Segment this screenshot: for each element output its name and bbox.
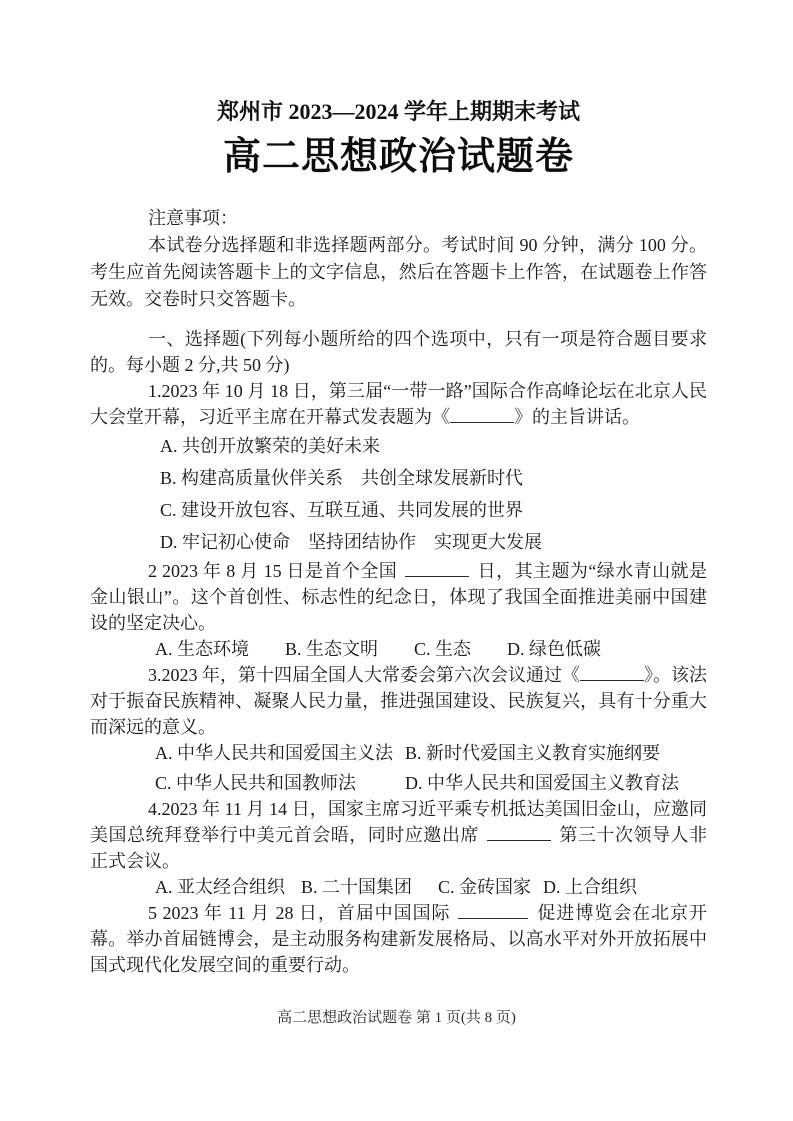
question-1 bbox=[90, 378, 707, 558]
question-2-options bbox=[90, 636, 707, 662]
question-2-option-d: D. 绿色低碳 bbox=[507, 639, 602, 659]
question-3 bbox=[90, 662, 707, 796]
question-1-stem-post: 》的主旨讲话。 bbox=[514, 407, 640, 427]
question-2-option-c: C. 生态 bbox=[414, 639, 472, 659]
question-1-option-d: D. 牢记初心使命 坚持团结协作 实现更大发展 bbox=[160, 532, 542, 552]
question-1-stem-pre: 1.2023 年 10 月 18 日，第三届“一带一路”国际合作高峰论坛在北京人民大会堂开幕，习近平主席在开幕式发表题为《 bbox=[90, 381, 707, 427]
notice-heading: 注意事项： bbox=[148, 208, 238, 228]
question-1-fill-in-blank bbox=[450, 407, 514, 423]
question-1-options bbox=[90, 430, 707, 558]
question-3-option-a: A. 中华人民共和国爱国主义法 bbox=[155, 743, 393, 763]
multiple-choice-section bbox=[90, 326, 707, 978]
question-2-stem-pre: 2 2023 年 8 月 15 日是首个全国 bbox=[148, 561, 398, 581]
question-5-stem bbox=[90, 900, 707, 978]
question-5-stem-post: 促进博览会在北京开幕。举办首届链博会，是主动服务构建新发展格局、以高水平对外开放拓展中国式现代化发展空间的重要行动。 bbox=[90, 903, 707, 975]
question-1-option-b: B. 构建高质量伙伴关系 共创全球发展新时代 bbox=[160, 468, 524, 488]
question-5-stem-pre: 5 2023 年 11 月 28 日，首届中国国际 bbox=[148, 903, 451, 923]
question-4 bbox=[90, 796, 707, 900]
question-2-fill-in-blank bbox=[405, 561, 469, 577]
question-3-options bbox=[90, 740, 707, 796]
question-4-option-b: B. 二十国集团 bbox=[301, 877, 413, 897]
page-footer bbox=[0, 1008, 793, 1028]
question-2-option-a: A. 生态环境 bbox=[155, 639, 249, 659]
notice-section bbox=[90, 205, 707, 313]
question-4-stem-post: 第三十次领导人非正式会议。 bbox=[90, 825, 708, 871]
question-4-options bbox=[90, 874, 707, 900]
question-1-option-c: C. 建设开放包容、互联互通、共同发展的世界 bbox=[160, 500, 524, 520]
question-4-stem-pre: 4.2023 年 11 月 14 日，国家主席习近平乘专机抵达美国旧金山，应邀同美国总统拜登举行中美元首会晤，同时应邀出席 bbox=[90, 799, 707, 845]
notice-body: 本试卷分选择题和非选择题两部分。考试时间 90 分钟，满分 100 分。考生应首先阅读答题卡上的文字信息，然后在答题卡上作答，在试题卷上作答无效。交卷时只交答题卡。 bbox=[90, 235, 707, 309]
question-2-option-b: B. 生态文明 bbox=[285, 639, 379, 659]
question-4-option-a: A. 亚太经合组织 bbox=[155, 877, 285, 897]
question-4-option-d: D. 上合组织 bbox=[543, 877, 638, 897]
question-3-stem-post: 》。该法对于振奋民族精神、凝聚人民力量，推进强国建设、民族复兴，具有十分重大而深远的意义。 bbox=[90, 665, 707, 737]
question-2-stem bbox=[90, 558, 707, 636]
question-3-option-c: C. 中华人民共和国教师法 bbox=[155, 773, 357, 793]
page-footer-text: 高二思想政治试题卷 第 1 页(共 8 页) bbox=[277, 1010, 516, 1026]
question-2-stem-post: 日，其主题为“绿水青山就是金山银山”。这个首创性、标志性的纪念日，体现了我国全面推进美丽中国建设的坚定决心。 bbox=[90, 561, 708, 633]
question-3-option-d: D. 中华人民共和国爱国主义教育法 bbox=[405, 773, 679, 793]
question-4-fill-in-blank bbox=[487, 825, 551, 841]
question-1-option-a: A. 共创开放繁荣的美好未来 bbox=[160, 436, 380, 456]
question-3-stem bbox=[90, 662, 707, 740]
question-3-option-b: B. 新时代爱国主义教育实施纲要 bbox=[405, 743, 661, 763]
question-5-fill-in-blank bbox=[458, 903, 528, 919]
question-1-stem bbox=[90, 378, 707, 430]
section-one-heading: 一、选择题(下列每小题所给的四个选项中，只有一项是符合题目要求的。每小题 2 分,共 50 分) bbox=[90, 329, 707, 375]
question-2 bbox=[90, 558, 707, 662]
question-5 bbox=[90, 900, 707, 978]
exam-paper-title: 高二思想政治试题卷 bbox=[222, 136, 574, 178]
exam-session-title: 郑州市 2023—2024 学年上期期末考试 bbox=[216, 99, 580, 124]
question-3-fill-in-blank bbox=[580, 665, 644, 681]
question-4-option-c: C. 金砖国家 bbox=[438, 877, 532, 897]
question-4-stem bbox=[90, 796, 707, 874]
question-3-stem-pre: 3.2023 年，第十四届全国人大常委会第六次会议通过《 bbox=[148, 665, 580, 685]
